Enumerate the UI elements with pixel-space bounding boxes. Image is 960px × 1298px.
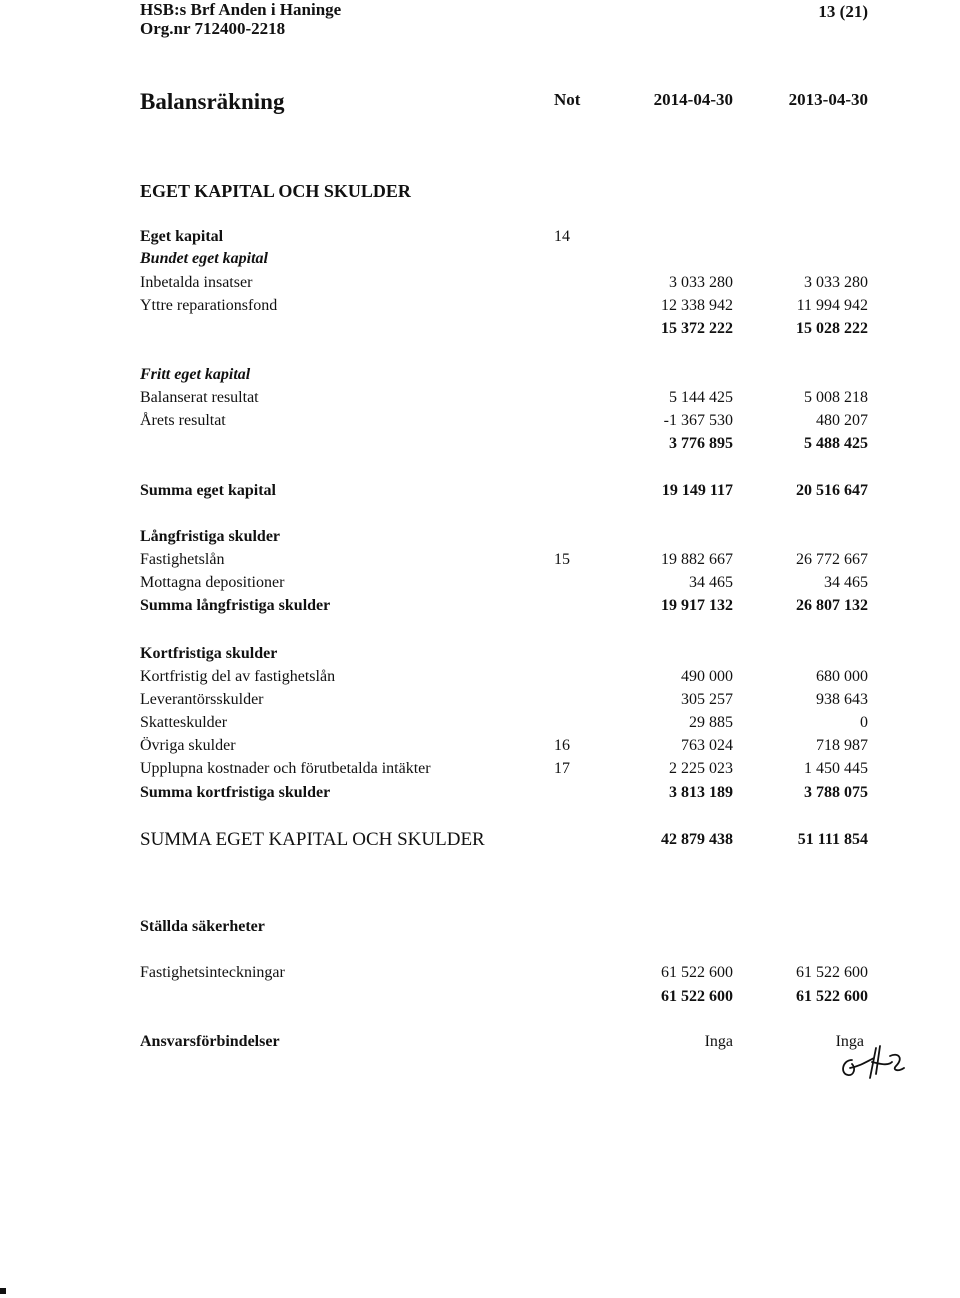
row-value-current: 12 338 942 xyxy=(661,297,733,314)
org-number: Org.nr 712400-2218 xyxy=(140,19,286,38)
table-row-kortfristiga xyxy=(0,645,960,667)
row-value-previous: 15 028 222 xyxy=(796,320,868,337)
table-row xyxy=(0,714,960,736)
row-label: Övriga skulder xyxy=(140,737,236,754)
table-row xyxy=(0,760,960,782)
row-label: SUMMA EGET KAPITAL OCH SKULDER xyxy=(140,829,485,850)
org-name: HSB:s Brf Anden i Haninge xyxy=(140,0,342,19)
total-row xyxy=(0,482,960,504)
row-label: Långfristiga skulder xyxy=(140,528,281,545)
row-value-previous: 34 465 xyxy=(824,574,868,591)
row-value-previous: 5 008 218 xyxy=(804,389,868,406)
row-label: Eget kapital xyxy=(140,228,224,245)
handwritten-signature xyxy=(832,1038,922,1084)
row-value-previous: 3 788 075 xyxy=(804,784,868,801)
row-value-previous: 5 488 425 xyxy=(804,435,868,452)
column-header-current: 2014-04-30 xyxy=(653,90,733,109)
subtotal-row xyxy=(0,435,960,457)
row-label: Summa kortfristiga skulder xyxy=(140,784,331,801)
row-value-current: 15 372 222 xyxy=(661,320,733,337)
total-row xyxy=(0,597,960,619)
row-label: Ställda säkerheter xyxy=(140,918,265,935)
row-value-current: 3 033 280 xyxy=(669,274,733,291)
row-label: Upplupna kostnader och förutbetalda intäkter xyxy=(140,760,431,777)
row-label: Summa eget kapital xyxy=(140,482,276,499)
table-row xyxy=(0,668,960,690)
row-label: Yttre reparationsfond xyxy=(140,297,278,314)
scan-mark xyxy=(0,1288,6,1294)
row-value-current: 763 024 xyxy=(681,737,733,754)
table-row-stallda xyxy=(0,918,960,940)
row-value-current: 490 000 xyxy=(681,668,733,685)
page-title: Balansräkning xyxy=(140,89,285,114)
row-value-current: 5 144 425 xyxy=(669,389,733,406)
row-label: Summa långfristiga skulder xyxy=(140,597,331,614)
subtotal-row xyxy=(0,320,960,342)
row-value-previous: 718 987 xyxy=(816,737,868,754)
row-note: 17 xyxy=(554,760,570,777)
row-label: Balanserat resultat xyxy=(140,389,259,406)
row-value-current: 19 882 667 xyxy=(661,551,733,568)
grand-total-row xyxy=(0,829,960,855)
table-row xyxy=(0,737,960,759)
table-row xyxy=(0,551,960,573)
row-value-current: 19 917 132 xyxy=(661,597,733,614)
row-value-previous: 61 522 600 xyxy=(796,964,868,981)
row-value-previous: 3 033 280 xyxy=(804,274,868,291)
total-row xyxy=(0,784,960,806)
table-row xyxy=(0,964,960,986)
row-value-previous: 1 450 445 xyxy=(804,760,868,777)
row-value-current: 34 465 xyxy=(689,574,733,591)
row-label: Fastighetslån xyxy=(140,551,225,568)
row-label: Leverantörsskulder xyxy=(140,691,264,708)
row-note: 14 xyxy=(554,228,570,245)
row-label: Kortfristig del av fastighetslån xyxy=(140,668,336,685)
row-value-current: 305 257 xyxy=(681,691,733,708)
row-value-current: -1 367 530 xyxy=(663,412,733,429)
table-row xyxy=(0,574,960,596)
table-row-ansvar xyxy=(0,1033,960,1055)
row-value-previous: 938 643 xyxy=(816,691,868,708)
table-row xyxy=(0,297,960,319)
row-value-previous: 680 000 xyxy=(816,668,868,685)
row-value-current: 61 522 600 xyxy=(661,964,733,981)
table-row xyxy=(0,691,960,713)
row-value-previous: 20 516 647 xyxy=(796,482,868,499)
table-row-fritt xyxy=(0,366,960,388)
row-label: Bundet eget kapital xyxy=(140,250,268,267)
row-label: Skatteskulder xyxy=(140,714,228,731)
row-value-previous: 0 xyxy=(860,714,868,731)
row-value-previous: 51 111 854 xyxy=(797,831,868,848)
row-value-previous: Inga xyxy=(835,1033,864,1050)
row-value-previous: 11 994 942 xyxy=(796,297,868,314)
row-label: Ansvarsförbindelser xyxy=(140,1033,280,1050)
row-value-current: Inga xyxy=(704,1033,733,1050)
row-value-current: 61 522 600 xyxy=(661,988,733,1005)
subtotal-row xyxy=(0,988,960,1010)
page-number: 13 (21) xyxy=(818,2,868,21)
row-label: Inbetalda insatser xyxy=(140,274,253,291)
row-label: Mottagna depositioner xyxy=(140,574,285,591)
column-header-note: Not xyxy=(554,90,581,109)
row-value-previous: 26 772 667 xyxy=(796,551,868,568)
row-label: Fritt eget kapital xyxy=(140,366,251,383)
row-value-current: 19 149 117 xyxy=(661,482,733,499)
row-value-previous: 480 207 xyxy=(816,412,868,429)
table-row-eget-kapital xyxy=(0,228,960,250)
row-label: Fastighetsinteckningar xyxy=(140,964,285,981)
row-value-previous: 61 522 600 xyxy=(796,988,868,1005)
row-note: 15 xyxy=(554,551,570,568)
section-heading: EGET KAPITAL OCH SKULDER xyxy=(140,181,411,201)
row-value-current: 42 879 438 xyxy=(661,831,733,848)
row-label: Årets resultat xyxy=(140,412,226,429)
row-note: 16 xyxy=(554,737,570,754)
row-value-current: 2 225 023 xyxy=(669,760,733,777)
row-label: Kortfristiga skulder xyxy=(140,645,278,662)
row-value-current: 3 813 189 xyxy=(669,784,733,801)
table-row-bundet xyxy=(0,250,960,272)
table-row xyxy=(0,274,960,296)
row-value-current: 29 885 xyxy=(689,714,733,731)
table-row xyxy=(0,412,960,434)
column-header-previous: 2013-04-30 xyxy=(788,90,868,109)
table-row-langfristiga xyxy=(0,528,960,550)
table-row xyxy=(0,389,960,411)
row-value-previous: 26 807 132 xyxy=(796,597,868,614)
row-value-current: 3 776 895 xyxy=(669,435,733,452)
